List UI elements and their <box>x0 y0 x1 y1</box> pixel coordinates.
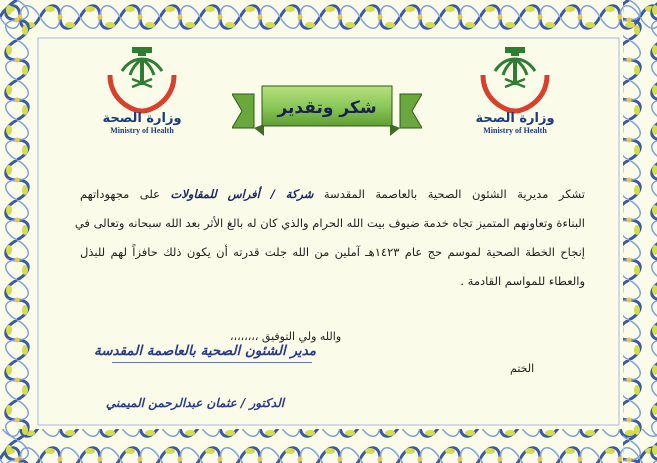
certificate-title: شكر وتقدير <box>277 98 377 118</box>
ministry-name-arabic: وزارة الصحة <box>102 111 182 126</box>
body-line-4: والعطاء للمواسم القادمة . <box>460 274 585 288</box>
director-title: مدير الشئون الصحية بالعاصمة المقدسة <box>93 343 317 359</box>
ministry-logo-right <box>455 45 575 135</box>
ministry-name-english: Ministry of Health <box>483 126 547 135</box>
ministry-logo-left <box>82 45 202 135</box>
body-line-1-start: تشكر مديرية الشئون الصحية بالعاصمة المقدسة <box>323 187 586 201</box>
seal-label: الختم <box>510 362 535 375</box>
body-line-3: إنجاح الخطة الصحية لموسم حج عام ١٤٢٣هـ آملين من الله جلت قدرته أن يكون ذلك حافزاً لهم للبذل <box>80 245 585 259</box>
body-line-1-end: على مجهوداتهم <box>80 187 161 201</box>
palm-emblem-icon <box>102 45 182 115</box>
ministry-name-arabic: وزارة الصحة <box>475 111 555 126</box>
body-line-2: البناءة وتعاونهم المتميز تجاه خدمة ضيوف بيت الله الحرام والذي كان له بالغ الأثر بعد الله سبحانه وتعالى في <box>74 216 585 230</box>
company-name: شركة / أفراس للمقاولات <box>170 187 314 201</box>
body-line-1 <box>80 180 585 209</box>
signature-name: الدكتور / عثمان عبدالرحمن الميمني <box>105 396 285 410</box>
certificate-body <box>74 180 586 296</box>
ministry-name-english: Ministry of Health <box>110 126 174 135</box>
palm-emblem-icon <box>475 45 555 115</box>
closing-phrase: والله ولي التوفيق ،،،،،،،، <box>230 330 342 343</box>
director-underline <box>112 362 312 363</box>
